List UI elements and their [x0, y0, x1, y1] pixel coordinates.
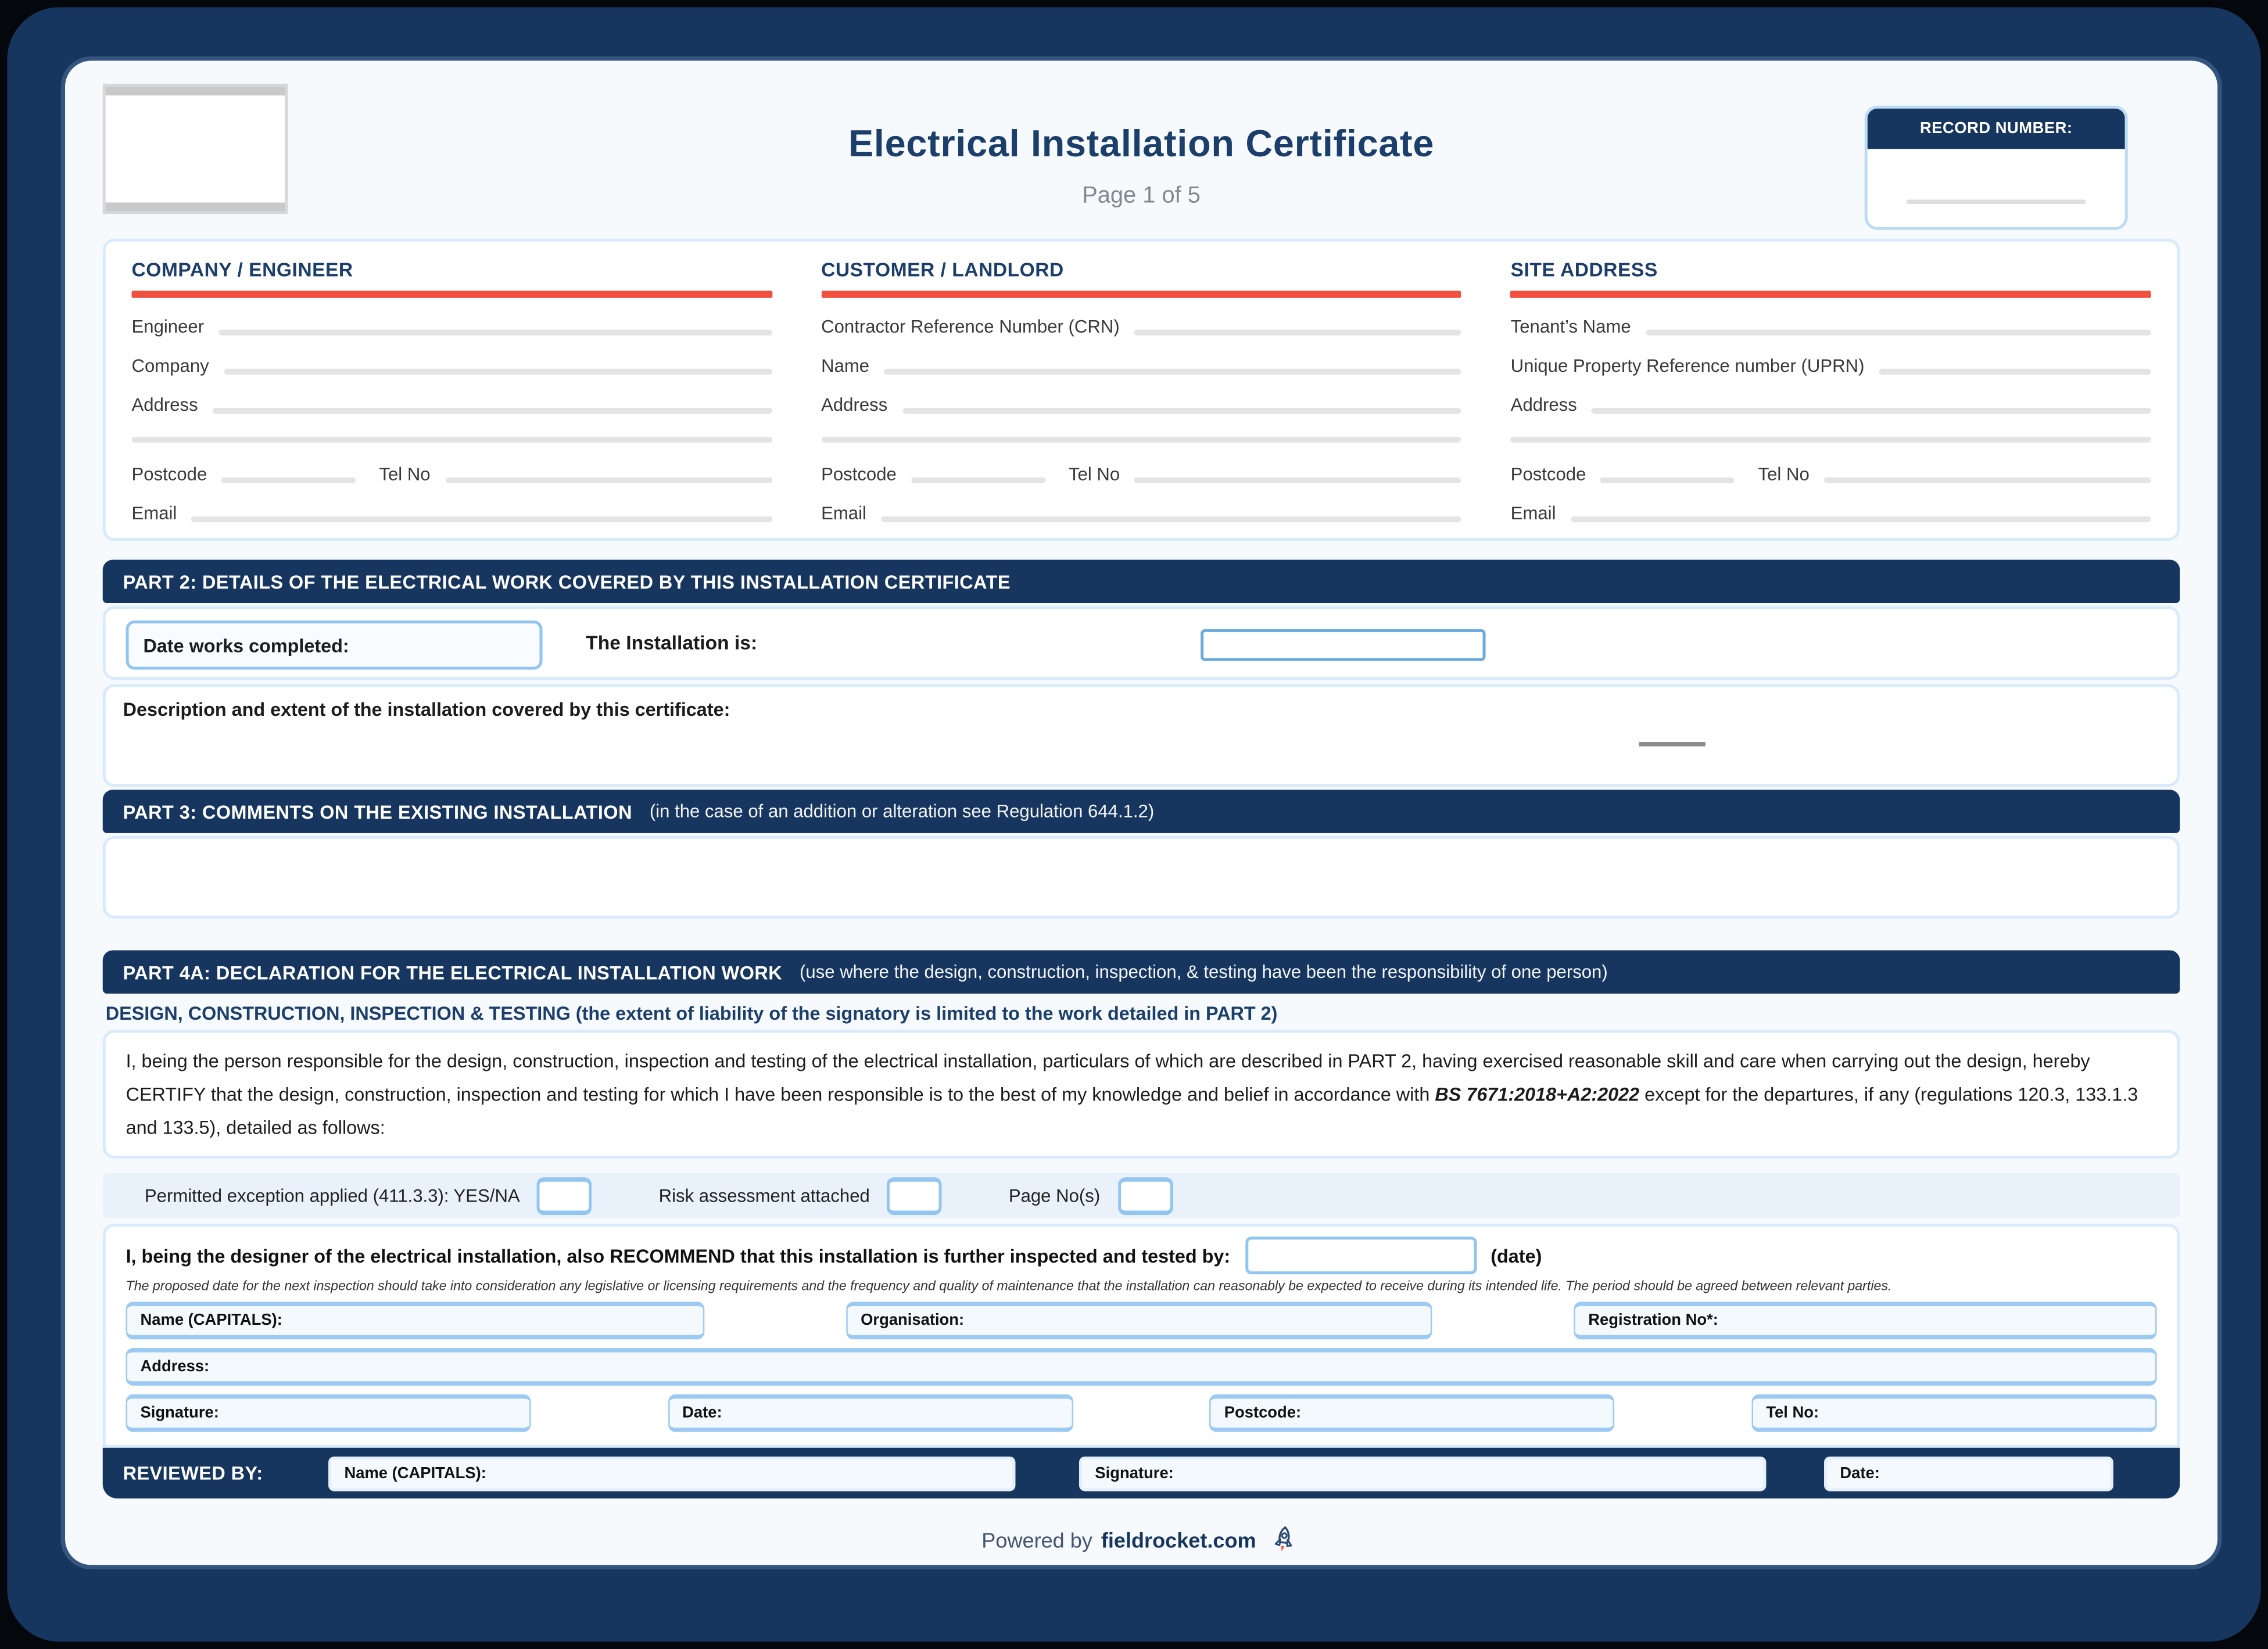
reviewed-name-input[interactable]: Name (CAPITALS):: [328, 1456, 1015, 1491]
engineer-label: Engineer: [131, 317, 205, 338]
part3-header-bar: [103, 790, 2180, 833]
part2-header-bar: [103, 560, 2180, 603]
section-heading: COMPANY / ENGINEER: [131, 259, 353, 281]
page-nos-input[interactable]: [1117, 1177, 1173, 1215]
inspection-note: The proposed date for the next inspection should take into consideration any legislative or licensing requirements and the frequency and quality of maintenance that the installation can reasonably be expected to receive during its intended life. The period should be agreed between relevant parties.: [126, 1279, 1892, 1294]
telno-label: Tel No: [379, 464, 431, 485]
name-capitals-input[interactable]: Name (CAPITALS):: [126, 1302, 705, 1340]
footer: [103, 1525, 2180, 1558]
recommend-row: [126, 1237, 2157, 1275]
address-label: Address: [131, 395, 198, 415]
name-org-reg-row: [126, 1302, 2157, 1340]
customer-landlord-column: [821, 259, 1461, 524]
declaration-text-pre: I, being the person responsible for the design, construction, inspection and testing of the electrical installation, particulars of which are described in PART 2, having exercised reasonable skill and care when carrying out the design, hereby CERTIFY that the design, construction, inspection and testing for which I have been responsible is to the best of my knowledge and belief in accordance with: [126, 1050, 2090, 1106]
address-input-line-2[interactable]: [132, 437, 772, 443]
address-label: Address: [821, 395, 888, 415]
window-frame: [7, 7, 2260, 1641]
risk-assessment-label: Risk assessment attached: [658, 1185, 870, 1206]
postcode-label: Postcode: [821, 464, 897, 485]
exception-row: [103, 1174, 2180, 1218]
part3-header: PART 3: COMMENTS ON THE EXISTING INSTALLATION: [123, 800, 632, 823]
section-heading: CUSTOMER / LANDLORD: [821, 259, 1064, 281]
declaration-paragraph: [103, 1030, 2180, 1159]
permitted-exception-input[interactable]: [538, 1177, 593, 1215]
reviewed-by-bar: [103, 1449, 2180, 1499]
fieldrocket-link[interactable]: fieldrocket.com: [1101, 1530, 1256, 1554]
postcode-input-line[interactable]: [221, 477, 356, 483]
crn-input-line[interactable]: [1134, 330, 1461, 336]
postcode-input[interactable]: Postcode:: [1210, 1395, 1615, 1433]
part2-header: PART 2: DETAILS OF THE ELECTRICAL WORK COVERED BY THIS INSTALLATION CERTIFICATE: [123, 571, 1011, 593]
date-suffix-label: (date): [1490, 1245, 1542, 1267]
uprn-label: Unique Property Reference number (UPRN): [1510, 356, 1865, 377]
postcode-label: Postcode: [1510, 464, 1586, 485]
company-input-line[interactable]: [224, 369, 772, 375]
address-row: [126, 1349, 2157, 1386]
part4a-header-note: (use where the design, construction, inspection, & testing have been the responsibility of one person): [800, 962, 1608, 983]
recommend-date-input[interactable]: [1245, 1237, 1476, 1275]
name-label: Name: [821, 356, 870, 377]
powered-by-text: Powered by: [981, 1530, 1092, 1554]
rocket-icon: [1266, 1523, 1303, 1560]
certificate-card: [65, 61, 2217, 1565]
reviewed-date-input[interactable]: Date:: [1824, 1456, 2113, 1491]
address-input[interactable]: Address:: [126, 1349, 2157, 1386]
telno-input[interactable]: Tel No:: [1751, 1395, 2156, 1433]
part4a-header: PART 4A: DECLARATION FOR THE ELECTRICAL INSTALLATION WORK: [123, 961, 783, 983]
description-area[interactable]: [103, 684, 2180, 787]
page-number: Page 1 of 5: [1082, 184, 1201, 209]
description-dash: [1639, 742, 1706, 746]
email-label: Email: [821, 503, 866, 524]
record-number-input[interactable]: [1906, 200, 2086, 204]
section-heading: SITE ADDRESS: [1510, 259, 1658, 281]
postcode-label: Postcode: [131, 464, 207, 485]
accent-bar: [132, 291, 772, 297]
tenant-name-label: Tenant’s Name: [1510, 317, 1631, 338]
part3-comments-area[interactable]: [103, 836, 2180, 919]
email-label: Email: [1510, 503, 1556, 524]
tenant-name-input-line[interactable]: [1646, 330, 2151, 336]
telno-label: Tel No: [1758, 464, 1810, 485]
accent-bar: [1511, 291, 2151, 297]
email-input-line[interactable]: [881, 517, 1461, 522]
email-label: Email: [131, 503, 177, 524]
telno-label: Tel No: [1068, 464, 1120, 485]
address-input-line[interactable]: [902, 408, 1461, 414]
address-input-line-2[interactable]: [1511, 437, 2151, 443]
postcode-input-line[interactable]: [1600, 477, 1735, 483]
design-construction-subheader: DESIGN, CONSTRUCTION, INSPECTION & TESTING (the extent of liability of the signatory is limited to the work detailed in PART 2): [105, 1002, 1278, 1024]
accent-bar: [821, 291, 1461, 297]
contact-section: [103, 239, 2180, 541]
email-input-line[interactable]: [191, 517, 772, 522]
description-label: Description and extent of the installation covered by this certificate:: [123, 698, 730, 720]
organisation-input[interactable]: Organisation:: [846, 1302, 1432, 1340]
registration-no-input[interactable]: Registration No*:: [1574, 1302, 2156, 1340]
date-input[interactable]: Date:: [668, 1395, 1073, 1433]
installation-is-label: The Installation is:: [586, 632, 758, 654]
bs-standard-ref: BS 7671:2018+A2:2022: [1435, 1083, 1640, 1106]
page-title: Electrical Installation Certificate: [848, 121, 1435, 165]
part4a-header-bar: [103, 950, 2180, 994]
permitted-exception-label: Permitted exception applied (411.3.3): YES/NA: [144, 1185, 520, 1206]
email-input-line[interactable]: [1570, 517, 2151, 522]
uprn-input-line[interactable]: [1879, 369, 2151, 375]
company-label: Company: [131, 356, 209, 377]
page-nos-label: Page No(s): [1008, 1185, 1101, 1206]
declaration-text-post: except for the departures, if any (regulations 120.3, 133.1.3 and 133.5), detailed as follows:: [126, 1083, 2138, 1139]
telno-input-line[interactable]: [445, 477, 772, 483]
signature-date-row: [126, 1395, 2157, 1433]
address-input-line[interactable]: [213, 408, 772, 414]
company-logo-placeholder: [103, 84, 288, 214]
designer-details-card: [103, 1224, 2180, 1449]
address-label: Address: [1510, 395, 1577, 415]
risk-assessment-input[interactable]: [887, 1177, 943, 1215]
form-content: [103, 239, 2180, 1558]
part2-row: [103, 606, 2180, 680]
record-number-label: RECORD NUMBER:: [1868, 109, 2125, 149]
installation-is-input[interactable]: [1201, 629, 1485, 661]
telno-input-line[interactable]: [1134, 477, 1461, 483]
engineer-input-line[interactable]: [218, 330, 772, 336]
reviewed-signature-input[interactable]: Signature:: [1079, 1456, 1766, 1491]
record-number-box: [1865, 106, 2128, 230]
crn-label: Contractor Reference Number (CRN): [821, 317, 1120, 338]
part3-header-note: (in the case of an addition or alteration see Regulation 644.1.2): [649, 801, 1155, 822]
reviewed-by-label: REVIEWED BY:: [123, 1462, 263, 1485]
postcode-input-line[interactable]: [911, 477, 1045, 483]
signature-input[interactable]: Signature:: [126, 1395, 531, 1433]
address-input-line-2[interactable]: [821, 437, 1461, 443]
company-engineer-column: [131, 259, 772, 524]
site-address-column: [1510, 259, 2151, 524]
address-input-line[interactable]: [1592, 408, 2151, 414]
date-works-completed-input[interactable]: Date works completed:: [126, 621, 543, 670]
name-input-line[interactable]: [884, 369, 1461, 375]
recommend-label: I, being the designer of the electrical installation, also RECOMMEND that this installation is further inspected and tested by:: [126, 1245, 1231, 1267]
telno-input-line[interactable]: [1824, 477, 2151, 483]
